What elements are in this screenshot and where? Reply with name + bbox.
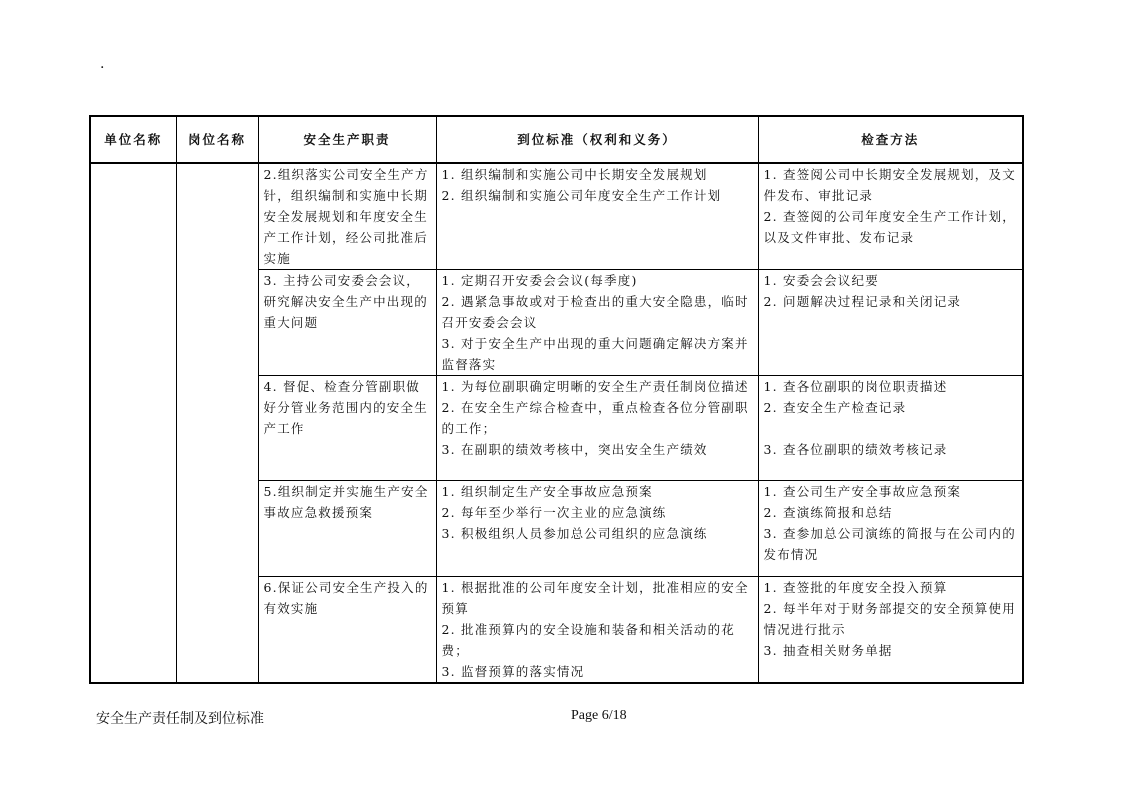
- header-position-name: 岗位名称: [176, 116, 258, 163]
- method-line: 2. 查安全生产检查记录: [763, 400, 907, 415]
- standard-line: 3. 在副职的绩效考核中，突出安全生产绩效: [441, 442, 708, 457]
- standard-line: 2. 在安全生产综合检查中，重点检查各位分管副职的工作；: [441, 400, 749, 436]
- footer-document-title: 安全生产责任制及到位标准: [96, 711, 264, 727]
- header-safety-duty: 安全生产职责: [258, 116, 436, 163]
- standard-cell: [436, 270, 758, 376]
- unit-name-cell: [90, 163, 176, 683]
- standard-line: 3. 积极组织人员参加总公司组织的应急演练: [441, 526, 708, 541]
- method-line: 3. 查各位副职的绩效考核记录: [763, 442, 948, 457]
- method-line: 1. 查各位副职的岗位职责描述: [763, 379, 948, 394]
- standard-cell: [436, 163, 758, 270]
- standard-line: 3. 监督预算的落实情况: [441, 664, 585, 679]
- header-check-method: 检查方法: [758, 116, 1023, 163]
- method-line: 1. 查签批的年度安全投入预算: [763, 580, 948, 595]
- table-header-row: [90, 116, 1023, 163]
- standard-line: 2. 遇紧急事故或对于检查出的重大安全隐患，临时召开安委会会议: [441, 294, 749, 330]
- method-cell: [758, 163, 1023, 270]
- header-standard: 到位标准（权利和义务）: [436, 116, 758, 163]
- method-line: 3. 抽查相关财务单据: [763, 643, 893, 658]
- standard-line: 1. 为每位副职确定明晰的安全生产责任制岗位描述: [441, 379, 749, 394]
- standard-cell: [436, 376, 758, 481]
- method-cell: [758, 376, 1023, 481]
- method-line: 1. 安委会会议纪要: [763, 273, 879, 288]
- standard-cell: [436, 577, 758, 684]
- duty-cell: 2.组织落实公司安全生产方针，组织编制和实施中长期安全发展规划和年度安全生产工作计划，经公司批准后实施: [258, 163, 436, 270]
- method-line: [764, 418, 1018, 439]
- duty-cell: 6.保证公司安全生产投入的有效实施: [258, 577, 436, 684]
- method-line: 1. 查签阅公司中长期安全发展规划，及文件发布、审批记录: [763, 167, 1016, 203]
- standard-line: 1. 定期召开安委会会议(每季度): [441, 273, 638, 288]
- footer-page-number: Page 6/18: [571, 708, 627, 723]
- method-line: 2. 查演练简报和总结: [763, 505, 893, 520]
- standard-line: 2. 组织编制和实施公司年度安全生产工作计划: [441, 188, 722, 203]
- duty-cell: 4. 督促、检查分管副职做好分管业务范围内的安全生产工作: [258, 376, 436, 481]
- method-line: 3. 查参加总公司演练的简报与在公司内的发布情况: [763, 526, 1016, 562]
- header-unit-name: 单位名称: [90, 116, 176, 163]
- standard-line: 1. 组织编制和实施公司中长期安全发展规划: [441, 167, 708, 182]
- method-cell: [758, 270, 1023, 376]
- standard-line: 1. 根据批准的公司年度安全计划，批准相应的安全预算: [441, 580, 749, 616]
- method-cell: [758, 577, 1023, 684]
- duty-cell: 3. 主持公司安委会会议，研究解决安全生产中出现的重大问题: [258, 270, 436, 376]
- page-marker-dot: .: [100, 56, 105, 72]
- standard-line: 2. 每年至少举行一次主业的应急演练: [441, 505, 667, 520]
- standard-line: 1. 组织制定生产安全事故应急预案: [441, 484, 653, 499]
- method-cell: [758, 481, 1023, 577]
- table-row: [90, 163, 1023, 270]
- method-line: 2. 每半年对于财务部提交的安全预算使用情况进行批示: [763, 601, 1016, 637]
- duty-cell: 5.组织制定并实施生产安全事故应急救援预案: [258, 481, 436, 577]
- method-line: 2. 查签阅的公司年度安全生产工作计划，以及文件审批、发布记录: [763, 209, 1016, 245]
- method-line: 1. 查公司生产安全事故应急预案: [763, 484, 962, 499]
- standard-line: 2. 批准预算内的安全设施和装备和相关活动的花费；: [441, 622, 736, 658]
- standard-cell: [436, 481, 758, 577]
- responsibility-table: [89, 115, 1024, 684]
- position-name-cell: [176, 163, 258, 683]
- standard-line: 3. 对于安全生产中出现的重大问题确定解决方案并监督落实: [441, 336, 749, 372]
- method-line: 2. 问题解决过程记录和关闭记录: [763, 294, 962, 309]
